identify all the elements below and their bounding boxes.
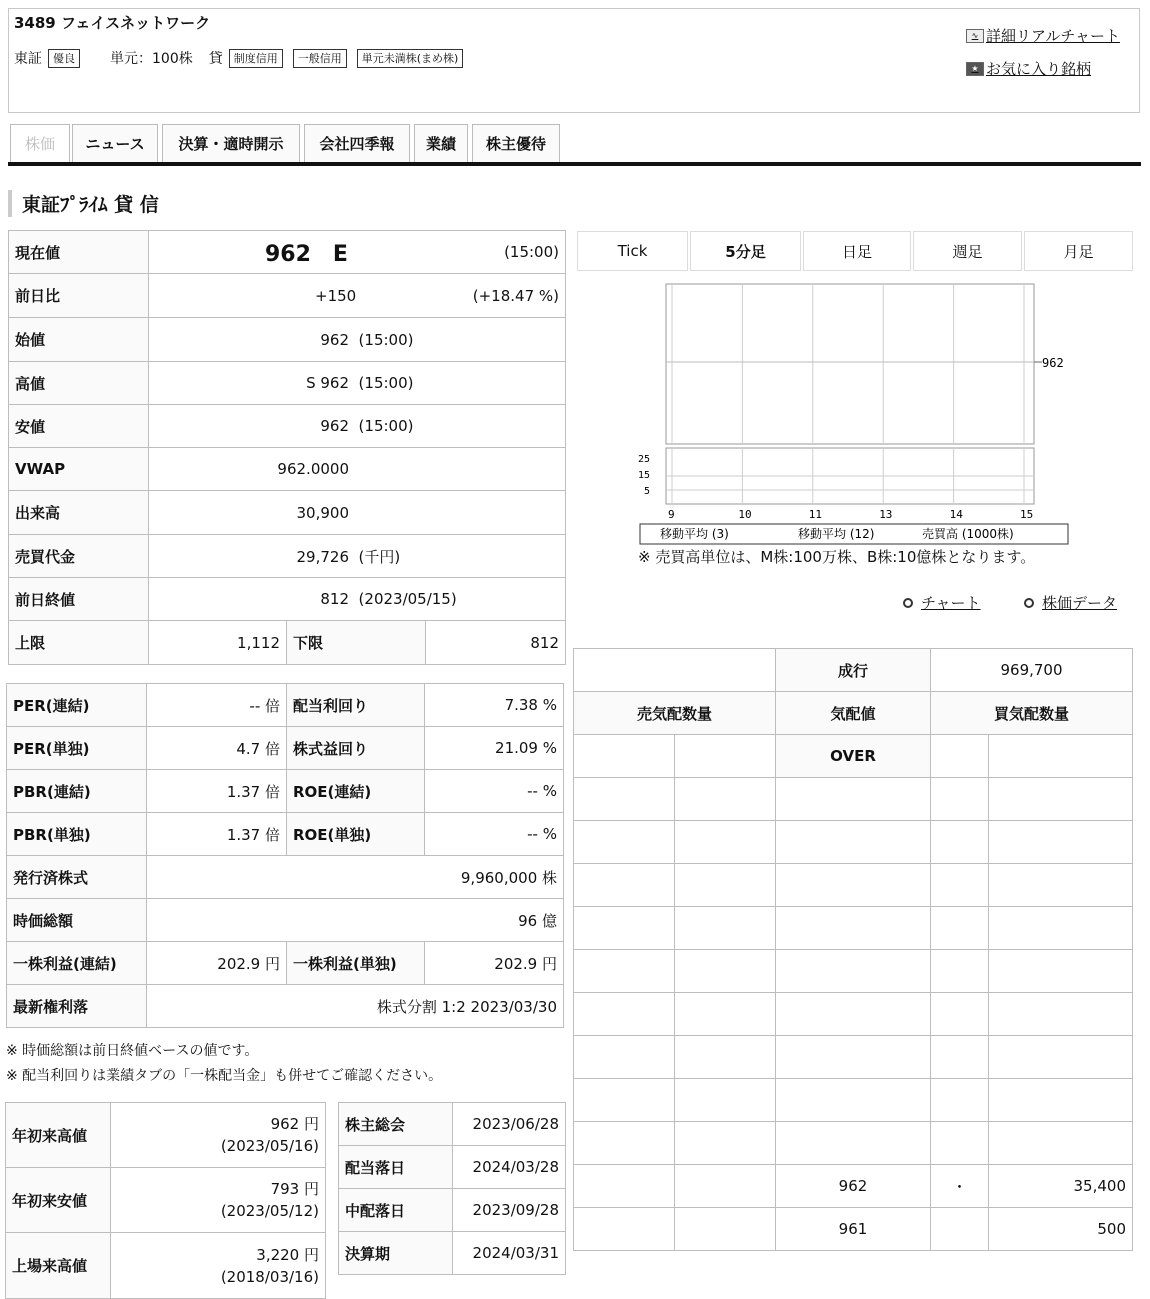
fiscal-label: 決算期 [339,1232,453,1275]
roe-single-value: -- % [425,813,564,856]
chart-link-label: チャート [921,594,981,612]
order-board [573,648,1133,1251]
tab-stock-price[interactable]: 株価 [10,124,70,162]
market-order-value: 969,700 [931,649,1133,692]
turnover-unit: (千円) [358,547,401,566]
table-row [574,1165,1133,1208]
per-cons-value: -- 倍 [147,684,287,727]
chart-tab-5min[interactable]: 5分足 [690,231,801,271]
listed-high-label: 上場来高値 [6,1233,111,1299]
board-price: 962 [776,1165,931,1208]
shares-value: 9,960,000 株 [147,856,564,899]
chart-tab-daily[interactable]: 日足 [803,231,911,271]
note-mcap: ※ 時価総額は前日終値ベースの値です。 [6,1043,259,1059]
table-row [7,899,564,942]
ytd-low-value: 793 円 [270,1180,319,1198]
vwap-label: VWAP [9,448,149,491]
table-row [7,813,564,856]
table-row [9,362,566,405]
table-row [7,684,564,727]
turnover-label: 売買代金 [9,535,149,578]
table-row [339,1146,566,1189]
unit-label: 単元：100株 [110,51,193,67]
quote-table [8,230,566,665]
earn-yield-value: 21.09 % [425,727,564,770]
chart-tab-weekly[interactable]: 週足 [913,231,1022,271]
roe-single-label: ROE(単独) [287,813,425,856]
table-row [7,985,564,1028]
volume-value: 30,900 [296,503,349,522]
current-label: 現在値 [9,231,149,274]
chart-note: ※ 売買高単位は、M株:100万株、B株:10億株となります。 [638,548,1036,566]
price-chart [630,280,1080,550]
realchart-link[interactable] [966,25,1120,46]
table-row [9,274,566,318]
sell-qty-header: 売気配数量 [574,692,776,735]
per-single-value: 4.7 倍 [147,727,287,770]
table-row [6,1168,326,1233]
board-buy-qty: 35,400 [989,1165,1133,1208]
realchart-link-label: 詳細リアルチャート [986,27,1120,45]
table-row [574,950,1133,993]
exchange-label: 東証 [14,51,42,67]
table-row [9,448,566,491]
interim-value: 2023/09/28 [453,1189,566,1232]
price-axis-label: 962 [1042,356,1064,370]
table-row [339,1103,566,1146]
lower-value: 812 [426,621,566,665]
pbr-single-value: 1.37 倍 [147,813,287,856]
table-row [574,1079,1133,1122]
ytd-high-date: (2023/05/16) [220,1137,319,1155]
div-yield-value: 7.38 % [425,684,564,727]
change-label: 前日比 [9,274,149,318]
low-time: (15:00) [358,417,414,435]
x-tick-label: 15 [1020,508,1034,521]
eps-cons-value: 202.9 円 [147,942,287,985]
table-row [339,1232,566,1275]
current-value: 962 E [265,241,348,267]
mcap-value: 96 億 [147,899,564,942]
vwap-value: 962.0000 [277,460,349,478]
tab-performance[interactable]: 業績 [414,124,468,162]
prev-close-date: (2023/05/15) [358,590,457,608]
note-dividend: ※ 配当利回りは業績タブの「一株配当金」も併せてご確認ください。 [6,1068,443,1084]
rights-value: 株式分割 1:2 2023/03/30 [147,985,564,1028]
change-pct: (+18.47 %) [472,286,559,305]
prev-close-label: 前日終値 [9,578,149,621]
mcap-label: 時価総額 [7,899,147,942]
eps-cons-label: 一株利益(連結) [7,942,147,985]
price-header: 気配値 [776,692,931,735]
ytd-table [5,1102,326,1299]
eps-single-label: 一株利益(単独) [287,942,425,985]
open-time: (15:00) [358,330,414,349]
ytd-high-value: 962 円 [270,1115,319,1133]
chart-link[interactable] [903,592,981,613]
low-label: 安値 [9,405,149,448]
tab-news[interactable]: ニュース [72,124,158,162]
legend-volume: 売買高 (1000株) [922,527,1014,541]
table-row [9,318,566,362]
per-cons-label: PER(連結) [7,684,147,727]
board-empty [574,649,776,692]
table-row [9,491,566,535]
table-row [9,231,566,274]
high-label: 高値 [9,362,149,405]
chart-icon: ∿ [966,29,984,43]
upper-value: 1,112 [149,621,287,665]
table-row [7,942,564,985]
fiscal-value: 2024/03/31 [453,1232,566,1275]
agm-value: 2023/06/28 [453,1103,566,1146]
pbr-cons-label: PBR(連結) [7,770,147,813]
tab-shikiho[interactable]: 会社四季報 [304,124,410,162]
buy-qty-header: 買気配数量 [931,692,1133,735]
pbr-single-label: PBR(単独) [7,813,147,856]
x-tick-label: 9 [668,508,675,521]
listed-high-value: 3,220 円 [256,1245,319,1264]
tag-margin-general: 一般信用 [293,49,347,68]
board-price: 961 [776,1208,931,1251]
market-order-label: 成行 [776,649,931,692]
favorite-icon: ★ [966,62,984,76]
lower-label: 下限 [287,621,426,665]
tab-benefits[interactable]: 株主優待 [472,124,560,162]
chart-tab-tick[interactable]: Tick [577,231,688,271]
stock-subinfo [14,48,463,68]
x-tick-label: 11 [808,508,823,521]
earn-yield-label: 株式益回り [287,727,425,770]
table-row [574,649,1133,692]
fundamentals-table [6,683,564,1028]
lend-label: 貸 [208,51,223,67]
table-row [574,778,1133,821]
tab-underline [8,162,1141,166]
listed-high-date: (2018/03/16) [220,1267,319,1286]
interim-label: 中配落日 [339,1189,453,1232]
open-value: 962 [320,330,349,349]
board-mark: ・ [931,1165,989,1208]
volume-tick-label: 5 [644,486,651,497]
table-row [574,1208,1133,1251]
favorite-link-label: お気に入り銘柄 [986,60,1092,78]
table-row [9,535,566,578]
roe-cons-label: ROE(連結) [287,770,425,813]
eps-single-value: 202.9 円 [425,942,564,985]
change-cell [149,274,566,318]
pbr-cons-value: 1.37 倍 [147,770,287,813]
x-tick-label: 13 [879,508,893,521]
upper-label: 上限 [9,621,149,665]
volume-label: 出来高 [9,491,149,535]
high-value: S 962 [306,374,349,392]
price-panel [666,284,1034,444]
current-cell [149,231,566,274]
table-row [574,907,1133,950]
table-row [9,405,566,448]
ytd-low-label: 年初来安値 [6,1168,111,1233]
low-value: 962 [320,417,349,435]
board-buy-qty: 500 [989,1208,1133,1251]
table-row [9,621,566,665]
chart-tab-monthly[interactable]: 月足 [1024,231,1133,271]
table-row [574,993,1133,1036]
open-label: 始値 [9,318,149,362]
current-time: (15:00) [504,243,559,261]
schedule-table [338,1102,566,1275]
agm-label: 株主総会 [339,1103,453,1146]
price-data-link-icon [1024,598,1034,608]
table-row [7,856,564,899]
table-row [574,1122,1133,1165]
rights-label: 最新権利落 [7,985,147,1028]
table-row [339,1189,566,1232]
shares-label: 発行済株式 [7,856,147,899]
high-time: (15:00) [358,374,414,392]
stock-code-name: 3489 フェイスネットワーク [14,14,211,32]
x-tick-label: 14 [949,508,963,521]
table-row [574,1036,1133,1079]
price-data-link[interactable] [1024,592,1117,613]
turnover-value: 29,726 [296,547,349,566]
legend-ma12: 移動平均 (12) [798,527,875,541]
volume-tick-label: 25 [638,454,651,465]
table-row [574,864,1133,907]
tag-odd-lot: 単元未満株(まめ株) [357,49,464,68]
div-yield-label: 配当利回り [287,684,425,727]
x-tick-label: 10 [738,508,752,521]
exdiv-value: 2024/03/28 [453,1146,566,1189]
table-row [6,1103,326,1168]
exdiv-label: 配当落日 [339,1146,453,1189]
volume-tick-label: 15 [638,470,651,481]
prev-close-value: 812 [320,590,349,608]
per-single-label: PER(単独) [7,727,147,770]
table-row [7,770,564,813]
table-row [574,821,1133,864]
ytd-low-date: (2023/05/12) [220,1202,319,1220]
ytd-high-label: 年初来高値 [6,1103,111,1168]
exchange-badge: 優良 [48,49,80,68]
roe-cons-value: -- % [425,770,564,813]
price-data-link-label: 株価データ [1042,594,1118,612]
chart-link-icon [903,598,913,608]
legend-ma3: 移動平均 (3) [660,527,729,541]
over-label: OVER [776,735,931,778]
change-value: +150 [315,286,357,305]
tab-earnings[interactable]: 決算・適時開示 [162,124,300,162]
favorite-link[interactable] [966,58,1091,79]
tag-margin-system: 制度信用 [229,49,283,68]
table-row [6,1233,326,1299]
table-row [7,727,564,770]
table-row [574,735,1133,778]
table-row [9,578,566,621]
market-label: 東証ﾌﾟﾗｲﾑ 貸 信 [8,190,159,217]
table-row [574,692,1133,735]
